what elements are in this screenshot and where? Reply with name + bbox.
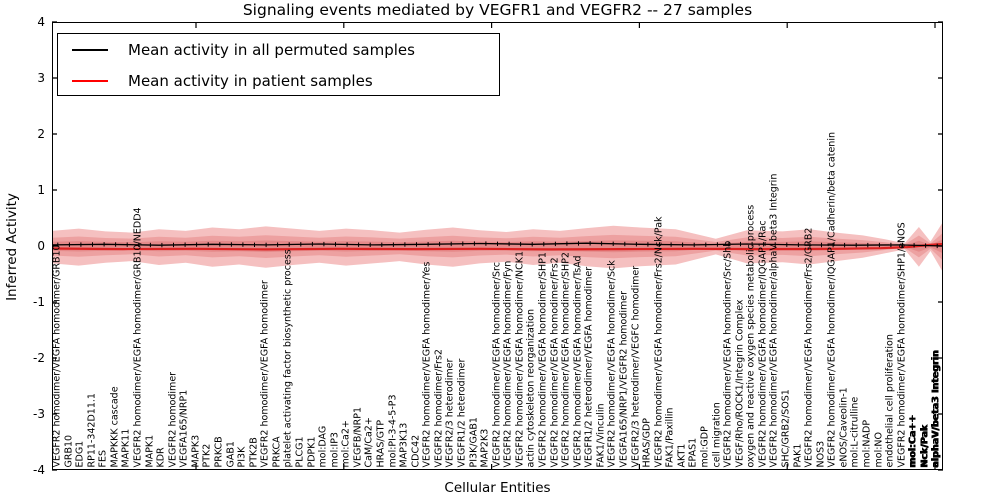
legend-entry-permuted [58, 35, 499, 65]
x-tick-label: VEGFR2 homodimer/VEGFA homodimer/Frs2 [549, 256, 561, 467]
x-tick-label: PI3K/GAB1 [468, 416, 480, 467]
x-tick-label: VEGFR2 homodimer/VEGFA homodimer/Yes [421, 261, 433, 467]
x-tick-label: PTK2 [201, 443, 213, 467]
x-tick-label: VEGFR2 homodimer/VEGFA homodimer/SHP2 [560, 251, 572, 467]
x-tick-label: platelet activating factor biosynthetic process [282, 248, 294, 467]
y-tick-label: 4 [37, 15, 45, 29]
y-tick-label: -2 [33, 351, 45, 365]
x-tick-label: PAK1 [792, 443, 804, 467]
x-tick-label: mol:L-citrulline [849, 396, 861, 467]
x-tick-label: mol:DAG [317, 425, 329, 467]
x-tick-label: EDG1 [74, 440, 86, 467]
x-tick-label: MAPK11 [120, 428, 132, 467]
x-tick-label: VEGFR2 homodimer/VEGFA homodimer/GRB10 [51, 243, 63, 467]
y-tick-label: 3 [37, 71, 45, 85]
x-tick-label: MAPKKK cascade [109, 385, 121, 467]
x-tick-label: KDR [155, 446, 167, 467]
x-tick-label: VEGFR2 homodimer/VEGFA homodimer/IQGAP1/Rac [757, 219, 769, 467]
x-tick-label: HRAS/GTP [375, 419, 387, 467]
x-tick-label: oxygen and reactive oxygen species metabolic process [745, 204, 757, 467]
x-tick-label: MAPK3 [190, 434, 202, 467]
x-tick-label: GAB1 [225, 440, 237, 467]
legend-entry-patient [58, 66, 499, 96]
legend-label-permuted: Mean activity in all permuted samples [128, 41, 415, 59]
x-tick-label: VEGFR2 homodimer/VEGFA homodimer [259, 279, 271, 467]
red-line-swatch [72, 80, 108, 82]
x-tick-label: MAP2K3 [479, 428, 491, 467]
x-tick-label: GRB10 [63, 434, 75, 467]
x-tick-label: AKT1 [676, 443, 688, 467]
x-tick-label: PLCG1 [294, 435, 306, 467]
x-tick-label: MAP3K13 [398, 422, 410, 467]
x-tick-label: VEGFR2 homodimer/VEGFA homodimer/TsAd [572, 254, 584, 467]
x-tick-label: FAK1/Vinculin [595, 402, 607, 467]
x-tick-label: SHC/GRB2/SOS1 [780, 388, 792, 467]
legend [57, 33, 500, 96]
x-tick-label: endothelial cell proliferation [884, 333, 896, 467]
x-tick-label: HRAS/GDP [641, 417, 653, 467]
chart-title: Signaling events mediated by VEGFR1 and VEGFR2 -- 27 samples [242, 1, 753, 19]
x-tick-label: CaM/Ca2+ [363, 416, 375, 467]
x-tick-label: MAPK1 [144, 434, 156, 467]
x-tick-label: VEGFB/NRP1 [352, 406, 364, 467]
x-tick-label: VEGFR2 homodimer/Frs2 [433, 348, 445, 467]
x-axis-label: Cellular Entities [444, 480, 551, 496]
x-tick-label: VEGFR2 homodimer/VEGFA homodimer/Src/Shb [722, 240, 734, 467]
x-tick-label: VEGFR2 homodimer/VEGFA homodimer/IQGAP1/Cadherin/beta catenin [826, 131, 838, 467]
x-tick-label: alphaV/beta3 Integrin [930, 349, 942, 467]
x-tick-label: Nck/Pak [919, 424, 931, 467]
x-tick-label: VEGFR2 homodimer/VEGFA homodimer/SHP1 [537, 251, 549, 467]
x-tick-label: VEGFR2 homodimer/VEGFA homodimer/Sck [606, 259, 618, 467]
y-tick-label: 2 [37, 127, 45, 141]
x-tick-label: mol:Ca2+ [340, 419, 352, 467]
x-tick-label: EPAS1 [687, 437, 699, 467]
y-tick-label: 0 [37, 239, 45, 253]
x-tick-label: VEGFA165/NRP1 [178, 389, 190, 467]
x-tick-label: VEGFR2 homodimer/VEGFA homodimer/GRB10/NEDD4 [132, 206, 144, 467]
x-tick-label: VEGF/Rho/ROCK1/Integrin Complex [734, 298, 746, 467]
x-tick-label: eNOS/Caveolin-1 [838, 386, 850, 467]
x-tick-label: VEGFR2/3 heterodimer/VEGFC homodimer [630, 265, 642, 467]
x-tick-label: mol:NO [873, 431, 885, 467]
x-tick-label: VEGFR2 homodimer/VEGFA homodimer/Fyn [502, 260, 514, 467]
x-tick-label: FAK1/Paxillin [664, 407, 676, 467]
x-tick-label: actin cytoskeleton reorganization [525, 308, 537, 467]
legend-label-patient: Mean activity in patient samples [128, 72, 373, 90]
y-tick-label: -1 [33, 295, 45, 309]
x-tick-label: VEGFR2 homodimer/VEGFA homodimer/NCK1 [514, 250, 526, 467]
x-tick-label: VEGFR2 homodimer/VEGFA homodimer/alphaV beta3 Integrin [768, 173, 780, 467]
y-tick-label: 1 [37, 183, 45, 197]
x-tick-label: mol:Ca++ [907, 414, 919, 467]
x-tick-label: VEGFR2 homodimer/VEGFA homodimer/Src [491, 261, 503, 467]
x-tick-label: mol:IP3 [329, 431, 341, 467]
y-tick-label: -3 [33, 407, 45, 421]
x-tick-label: FES [97, 449, 109, 467]
x-tick-label: PRKCB [213, 435, 225, 467]
x-tick-label: RP11-342D11.1 [86, 392, 98, 467]
x-tick-label: PI3K [236, 446, 248, 467]
x-tick-label: VEGFR2 homodimer [167, 371, 179, 467]
y-tick-label: -4 [33, 463, 45, 477]
x-tick-label: PDPK1 [306, 435, 318, 467]
black-line-swatch [72, 49, 108, 51]
x-tick-label: CDC42 [410, 434, 422, 467]
x-tick-label: mol:NADP [861, 419, 873, 467]
x-tick-label: VEGFR2 homodimer/VEGFA homodimer/SHP1/eNOS [896, 221, 908, 467]
y-axis-label: Inferred Activity [4, 193, 20, 301]
x-tick-label: VEGFA165/NRP1/VEGFR2 homodimer [618, 290, 630, 467]
x-tick-label: VEGFR1/2 heterodimer/VEGFA homodimer [583, 266, 595, 467]
x-tick-label: VEGFR1/2 heterodimer [456, 358, 468, 467]
x-tick-label: VEGFR2 homodimer/VEGFA homodimer/Frs2/Nck/Pak [653, 215, 665, 467]
x-tick-label: PRKCA [271, 435, 283, 467]
x-tick-label: mol:PI-3-4-5-P3 [387, 393, 399, 467]
x-tick-label: VEGFR2/3 heterodimer [444, 358, 456, 467]
x-tick-label: mol:GDP [699, 425, 711, 467]
x-tick-label: PTK2B [248, 436, 260, 467]
x-tick-label: NOS3 [815, 440, 827, 467]
x-tick-label: VEGFR2 homodimer/VEGFA homodimer/Frs2/GRB2 [803, 227, 815, 467]
x-tick-label: cell migration [711, 401, 723, 467]
